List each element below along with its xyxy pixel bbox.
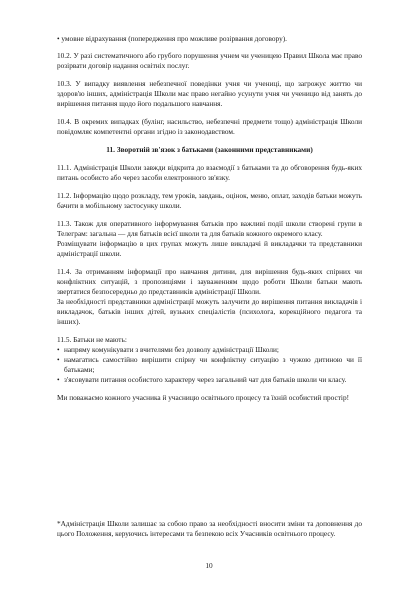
paragraph-11-4-continued: За необхідності представники адміністрації можуть залучити до вирішення питання викладачів і викладачок, батьків інших дітей, вузьких спеціалістів (психолога, корекційного педагога та інших). [57, 297, 362, 326]
paragraph-10-2: 10.2. У разі систематичного або грубого порушення учнем чи ученицею Правил Школа має право розірвати договір надання освітніх послуг. [57, 51, 362, 70]
paragraph-11-3-continued: Розміщувати інформацію в цих групах можуть лише викладачі й викладачки та представники адміністрації школи. [57, 239, 362, 258]
section-11-heading: 11. Зворотній зв'язок з батьками (законними представниками) [106, 145, 313, 154]
paragraph-11-1: 11.1. Адміністрація Школи завжди відкрита до взаємодії з батьками та до обговорення будь-яких питань особисто або через засоби електронного зв'язку. [57, 163, 362, 182]
footnote: *Адміністрація Школи залишає за собою право за необхідності вносити зміни та доповнення до цього Положення, керуючись інтересами та безпекою всіх Учасників освітнього процесу. [57, 519, 362, 538]
parent-restrictions-list [57, 345, 362, 385]
continuation-bullet: • умовне відрахування (попередження про можливе розірвання договору). [57, 34, 288, 43]
paragraph-11-2: 11.2. Інформацію щодо розкладу, тем уроків, завдань, оцінок, меню, оплат, заходів батьки можуть бачити в мобільному застосунку школи. [57, 191, 362, 210]
paragraph-10-3: 10.3. У випадку виявлення небезпечної поведінки учня чи учениці, що загрожує життю чи здоров'ю інших, адміністрація Школи має право негайно усунути учня чи ученицю від занять до вирішення питання щодо його подальшого навчання. [57, 79, 362, 108]
list-item: • намагатись самостійно вирішити спірну чи конфліктну ситуацію з чужою дитиною чи її батьками; [57, 355, 362, 375]
closing-statement: Ми поважаємо кожного учасника й учасницю освітнього процесу та їхній особистий простір! [57, 393, 350, 402]
paragraph-11-5-intro: 11.5. Батьки не мають: [57, 335, 127, 344]
list-item: • з'ясовувати питання особистого характеру через загальний чат для батьків школи чи класу. [57, 375, 362, 385]
page-body [57, 34, 362, 403]
paragraph-10-4: 10.4. В окремих випадках (булінг, насильство, небезпечні предмети тощо) адміністрація Школи повідомляє компетентні органи згідно із законодавством. [57, 117, 362, 136]
page-number: 10 [205, 561, 213, 570]
paragraph-11-4: 11.4. За отриманням інформації про навчання дитини, для вирішення будь-яких спірних чи конфліктних ситуацій, з пропозиціями і зауваженням щодо роботи Школи батьки мають звертатися безпосередньо до представників адміністрації Школи. [57, 267, 362, 296]
paragraph-11-3: 11.3. Також для оперативного інформування батьків про важливі події школи створені групи в Телеграм: загальна — для батьків всієї школи та для батьків кожного окремого класу. [57, 219, 362, 238]
list-item: • напряму комунікувати з вчителями без дозволу адміністрації Школи; [57, 345, 362, 355]
